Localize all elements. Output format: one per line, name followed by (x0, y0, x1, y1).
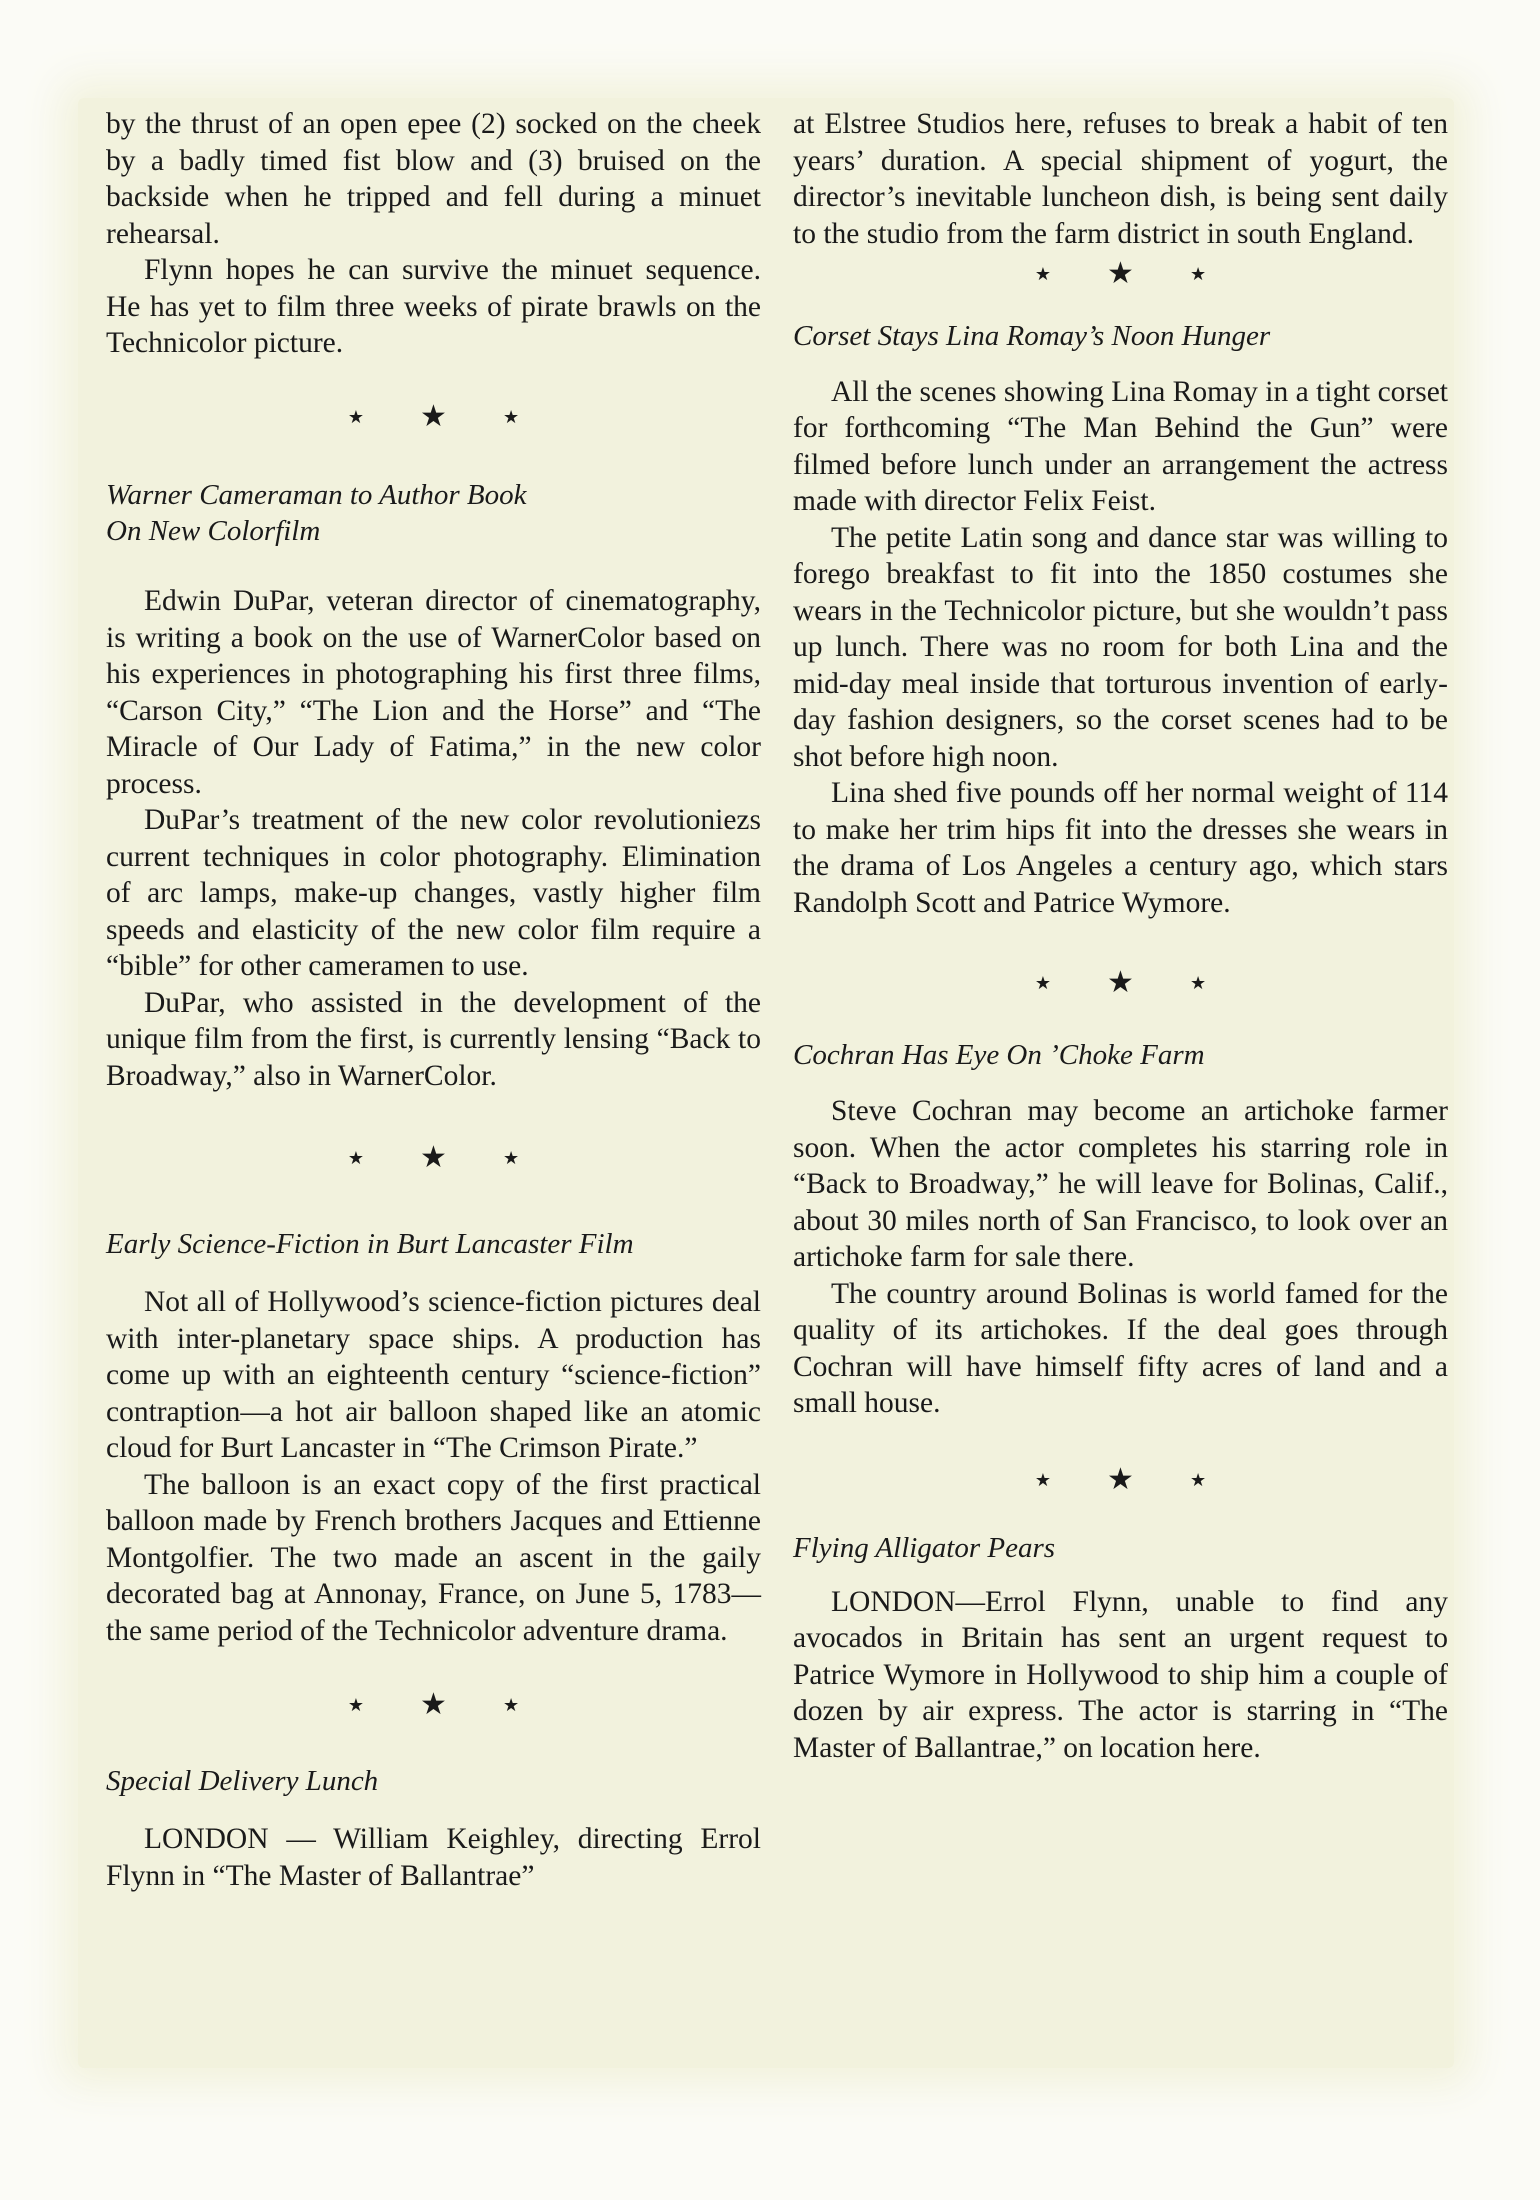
continued-paragraph: at Elstree Studios here, refuses to break a habit of ten years’ duration. A special shipment of yogurt, the director’s inevitable luncheon dish, is being sent daily to the studio from the farm district in south England. (793, 108, 1448, 250)
small-star-icon: ★ (1189, 973, 1207, 994)
article-science-fiction (106, 1226, 761, 1649)
article-paragraph: The balloon is an exact copy of the first practical balloon made by French brothers Jacques and Ettienne Montgolfier. The two made an ascent in the gaily decorated bag at Annonay, France, on June 5, 1783—the same period of the Technicolor adventure drama. (106, 1468, 761, 1647)
continued-paragraph: by the thrust of an open epee (2) socked on the cheek by a badly timed fist blow and (3) bruised on the backside when he tripped and fell during a minuet rehearsal. (106, 108, 761, 250)
small-star-icon: ★ (1034, 1469, 1052, 1490)
star-separator (793, 252, 1448, 294)
article-paragraph: Steve Cochran may become an artichoke farmer soon. When the actor completes his starring role in “Back to Broadway,” he will leave for Bolinas, Calif., about 30 miles north of San Francisco, to look over an artichoke farm for sale there. (793, 1095, 1448, 1274)
article-heading: Cochran Has Eye On ’Choke Farm (793, 1039, 1205, 1072)
small-star-icon: ★ (1189, 1469, 1207, 1490)
article-heading: Flying Alligator Pears (793, 1531, 1056, 1564)
article-paragraph: LONDON—Errol Flynn, unable to find any avocados in Britain has sent an urgent request to Patrice Wymore in Hollywood to ship him a couple of dozen by air express. The actor is starring in “The Master of Ballantrae,” on location here. (793, 1585, 1448, 1764)
article-special-delivery (106, 1763, 761, 1894)
article-paragraph: DuPar’s treatment of the new color revolutioniezs current techniques in color photography. Elimination of arc lamps, make-up changes, vastly higher film speeds and elasticity of the new color film require a “bible” for other cameramen to use. (106, 804, 761, 983)
small-star-icon: ★ (1034, 263, 1052, 284)
heading-line: On New Colorfilm (106, 515, 321, 548)
large-star-icon: ★ (420, 1141, 447, 1175)
article-corset (793, 318, 1448, 922)
article-heading: Corset Stays Lina Romay’s Noon Hunger (793, 319, 1271, 352)
large-star-icon: ★ (1107, 256, 1134, 290)
article-warner-cameraman (106, 477, 761, 1094)
article-cochran (793, 1037, 1448, 1422)
article-paragraph: Not all of Hollywood’s science-fiction pictures deal with inter-planetary space ships. A production has come up with an eighteenth century “science-fiction” contraption—a hot air balloon shaped like an atomic cloud for Burt Lancaster in “The Crimson Pirate.” (106, 1286, 761, 1465)
star-separator (106, 1683, 761, 1725)
left-column (106, 106, 761, 1894)
article-heading (106, 477, 761, 549)
article-heading: Early Science-Fiction in Burt Lancaster Film (106, 1228, 634, 1261)
right-column (793, 106, 1448, 1766)
article-heading: Special Delivery Lunch (106, 1765, 379, 1798)
small-star-icon: ★ (502, 407, 520, 428)
star-separator (106, 1136, 761, 1178)
small-star-icon: ★ (347, 1148, 365, 1169)
small-star-icon: ★ (347, 1695, 365, 1716)
large-star-icon: ★ (420, 1688, 447, 1722)
small-star-icon: ★ (1189, 263, 1207, 284)
small-star-icon: ★ (347, 407, 365, 428)
article-paragraph: DuPar, who assisted in the development of the unique film from the first, is currently lensing “Back to Broadway,” also in WarnerColor. (106, 986, 761, 1092)
article-paragraph: LONDON — William Keighley, directing Errol Flynn in “The Master of Ballantrae” (106, 1823, 761, 1892)
large-star-icon: ★ (420, 400, 447, 434)
article-paragraph: The petite Latin song and dance star was willing to forego breakfast to fit into the 1850 costumes she wears in the Technicolor picture, but she wouldn’t pass up lunch. There was no room for both Lina and the mid-day meal inside that torturous invention of early-day fashion designers, so the corset scenes had to be shot before high noon. (793, 521, 1448, 773)
flynn-paragraph: Flynn hopes he can survive the minuet sequence. He has yet to film three weeks of pirate brawls on the Technicolor picture. (106, 254, 761, 359)
article-paragraph: Edwin DuPar, veteran director of cinematography, is writing a book on the use of WarnerColor based on his experiences in photographing his first three films, “Carson City,” “The Lion and the Horse” and “The Miracle of Our Lady of Fatima,” in the new color process. (106, 585, 761, 800)
small-star-icon: ★ (1034, 973, 1052, 994)
heading-line: Warner Cameraman to Author Book (106, 479, 527, 512)
star-separator (106, 396, 761, 438)
article-paragraph: The country around Bolinas is world famed for the quality of its artichokes. If the deal goes through Cochran will have himself fifty acres of land and a small house. (793, 1277, 1448, 1420)
article-paragraph: Lina shed five pounds off her normal weight of 114 to make her trim hips fit into the dresses she wears in the drama of Los Angeles a century ago, which stars Randolph Scott and Patrice Wymore. (793, 777, 1448, 919)
star-separator (793, 961, 1448, 1003)
large-star-icon: ★ (1107, 1462, 1134, 1496)
large-star-icon: ★ (1107, 966, 1134, 1000)
small-star-icon: ★ (502, 1148, 520, 1169)
article-alligator-pears (793, 1530, 1448, 1767)
small-star-icon: ★ (502, 1695, 520, 1716)
article-paragraph: All the scenes showing Lina Romay in a tight corset for forthcoming “The Man Behind the Gun” were filmed before lunch under an arrangement the actress made with director Felix Feist. (793, 375, 1448, 518)
star-separator (793, 1458, 1448, 1500)
